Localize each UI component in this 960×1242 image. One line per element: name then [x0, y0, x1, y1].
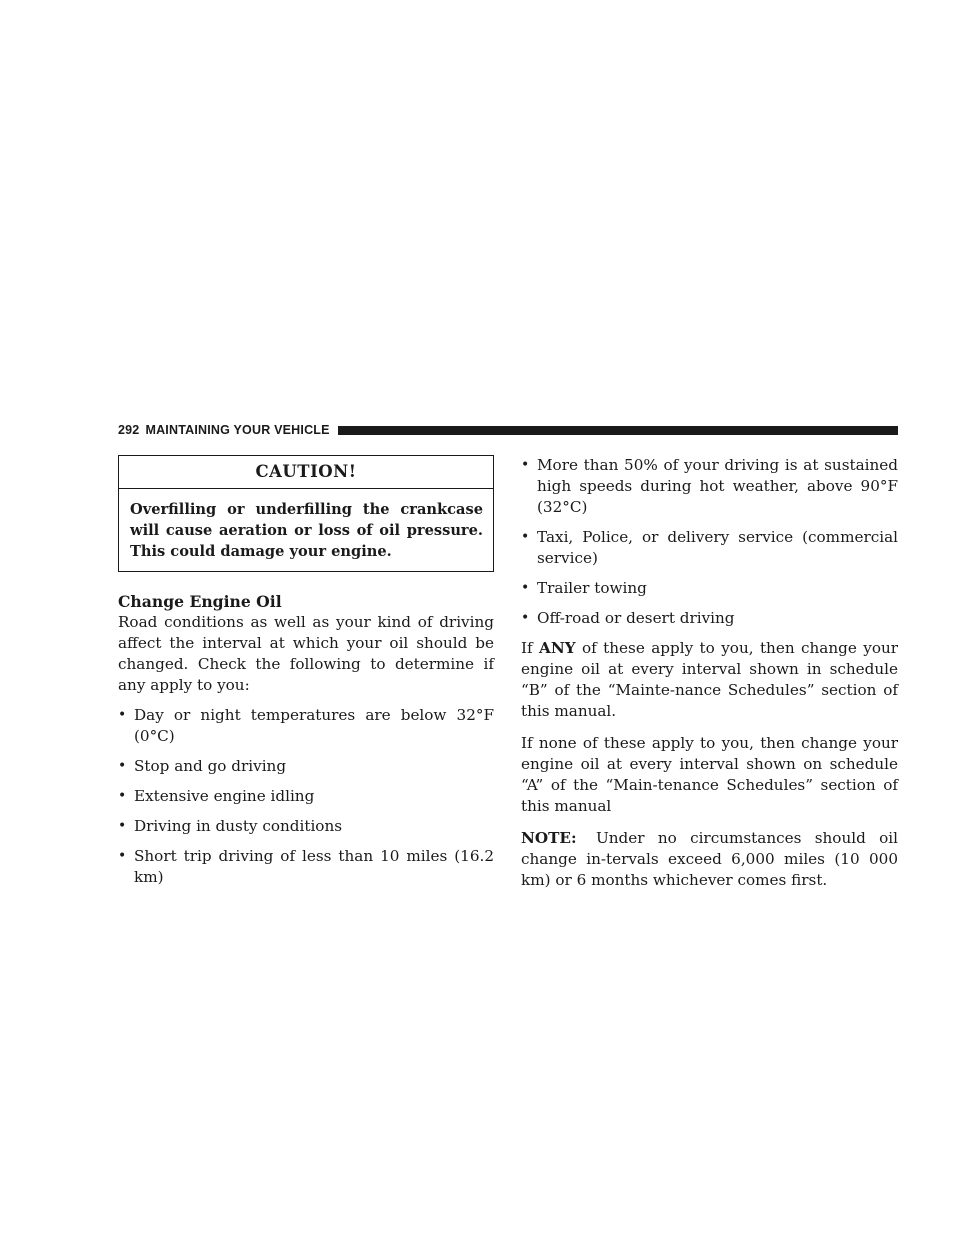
change-oil-intro: Road conditions as well as your kind of driving affect the interval at which your oil should be changed. Check the following to determine if any apply to you:	[118, 613, 494, 694]
bullet-icon: •	[118, 848, 127, 864]
section-title: MAINTAINING YOUR VEHICLE	[145, 423, 330, 437]
list-item: • Short trip driving of less than 10 miles (16.2 km)	[118, 847, 494, 886]
caution-body: Overfilling or underfilling the crankcase will cause aeration or loss of oil pressure. This could damage your engine.	[130, 501, 483, 560]
list-item: • Taxi, Police, or delivery service (commercial service)	[521, 528, 898, 567]
bullet-icon: •	[118, 818, 127, 834]
note-label: NOTE:	[521, 829, 577, 847]
bullet-icon: •	[118, 758, 127, 774]
list-item: • Trailer towing	[521, 579, 647, 597]
caution-title: CAUTION!	[119, 456, 493, 489]
bullet-icon: •	[118, 707, 127, 723]
left-column	[118, 455, 494, 888]
condition-list-left	[118, 705, 494, 888]
list-item: • More than 50% of your driving is at sustained high speeds during hot weather, above 90°F (32°C)	[521, 456, 898, 516]
caution-box	[118, 455, 494, 572]
header-rule	[338, 426, 898, 435]
bullet-icon: •	[118, 788, 127, 804]
page-header	[118, 421, 898, 439]
list-item: • Day or night temperatures are below 32°F (0°C)	[118, 706, 494, 745]
condition-list-right	[521, 455, 898, 629]
note-paragraph	[521, 828, 898, 891]
note-text: Under no circumstances should oil change in-tervals exceed 6,000 miles (10 000 km) or 6 months whichever comes first.	[521, 829, 898, 889]
list-item: • Stop and go driving	[118, 757, 287, 775]
any-apply-paragraph: If ANY of these apply to you, then change your engine oil at every interval shown in schedule “B” of the “Mainte-nance Schedules” section of this manual.	[521, 639, 899, 720]
change-oil-heading: Change Engine Oil	[118, 592, 282, 611]
bullet-icon: •	[521, 529, 530, 545]
bullet-icon: •	[521, 580, 530, 596]
page-number: 292	[118, 423, 140, 437]
list-item: • Extensive engine idling	[118, 787, 315, 805]
none-apply-paragraph: If none of these apply to you, then change your engine oil at every interval shown on schedule “A” of the “Main-tenance Schedules” section of this manual	[521, 734, 898, 815]
list-item: • Driving in dusty conditions	[118, 817, 343, 835]
right-column	[521, 455, 898, 891]
bullet-icon: •	[521, 610, 530, 626]
list-item: • Off-road or desert driving	[521, 609, 735, 627]
bullet-icon: •	[521, 457, 530, 473]
any-emphasis: ANY	[539, 639, 576, 657]
